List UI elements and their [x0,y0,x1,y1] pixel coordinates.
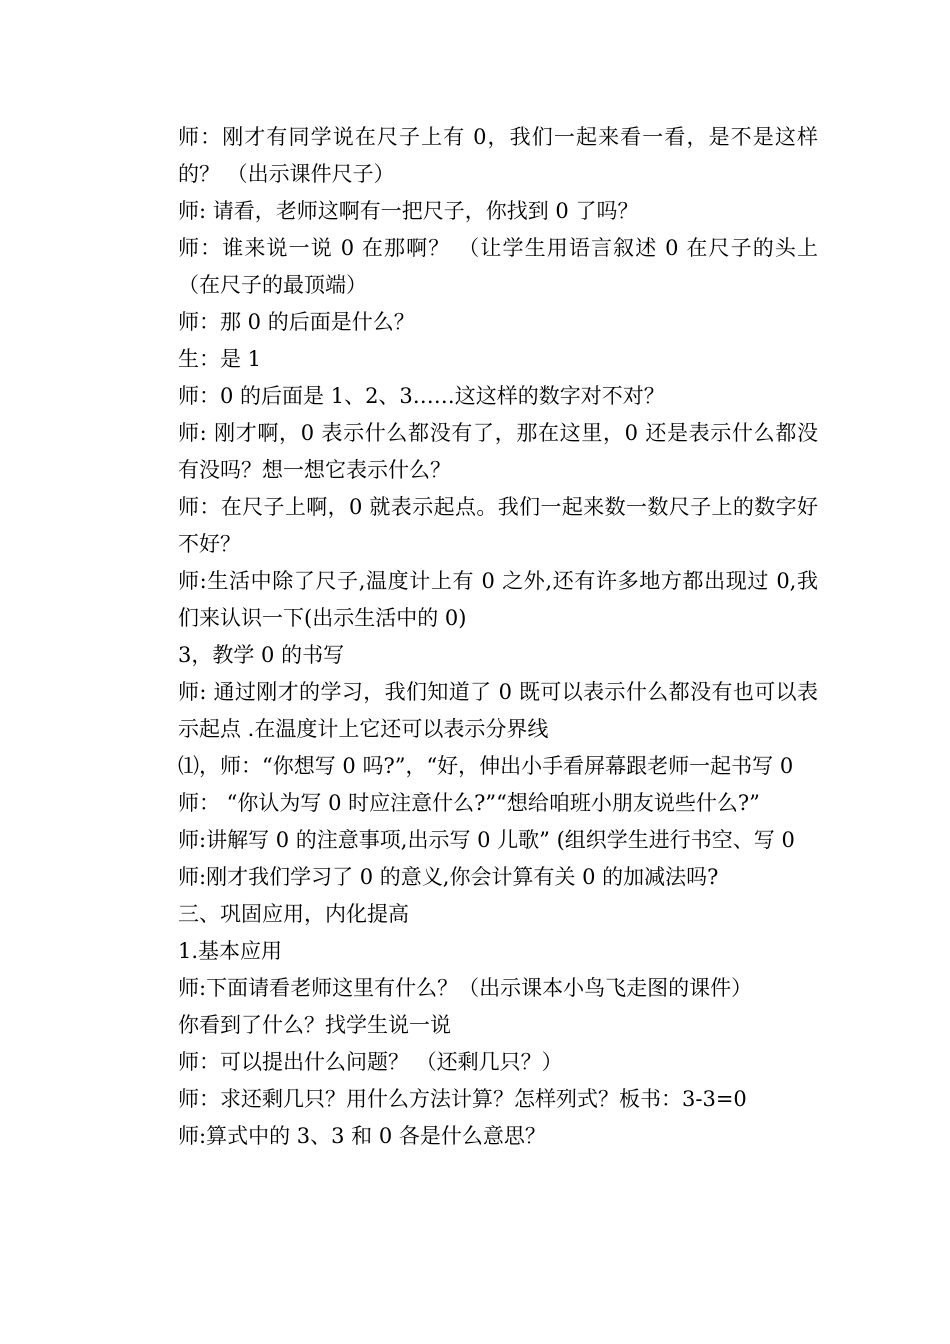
paragraph-starting-point: 师：在尺子上啊，0 就表示起点。我们一起来数一数尺子上的数字好不好？ [178,495,818,556]
paragraph-question: 师：可以提出什么问题？ （还剩几只？） [178,1050,563,1074]
paragraph-equation: 师：求还剩几只？用什么方法计算？怎样列式？板书：3-3=0 [178,1087,747,1111]
paragraph-find-zero: 师: 请看，老师这啊有一把尺子，你找到 0 了吗？ [178,199,639,223]
paragraph-bird-image: 师:下面请看老师这里有什么？（出示课本小鸟飞走图的课件） [178,976,753,1000]
section-heading-consolidation: 三、巩固应用，内化提高 [178,902,409,926]
paragraph-sequence: 师：0 的后面是 1、2、3……这这样的数字对不对？ [178,384,665,408]
paragraph-write-zero: ⑴，师：“你想写 0 吗?”，“好，伸出小手看屏幕跟老师一起书写 0 [178,754,794,778]
paragraph-rhyme: 师:讲解写 0 的注意事项,出示写 0 儿歌” (组织学生进行书空、写 0 [178,828,795,852]
paragraph-after-zero: 师：那 0 的后面是什么？ [178,310,415,334]
section-heading-writing: 3，教学 0 的书写 [178,643,345,667]
paragraph-meaning-numbers: 师:算式中的 3、3 和 0 各是什么意思？ [178,1124,546,1148]
paragraph-where-zero: 师：谁来说一说 0 在那啊？ （让学生用语言叙述 0 在尺子的头上（在尺子的最顶端） [178,236,818,297]
paragraph-summary: 师: 通过刚才的学习，我们知道了 0 既可以表示什么都没有也可以表示起点 .在温度计上它还可以表示分界线 [178,680,818,741]
paragraph-what-see: 你看到了什么？找学生说一说 [178,1013,451,1037]
paragraph-zero-meaning: 师: 刚才啊，0 表示什么都没有了，那在这里，0 还是表示什么都没有没吗？想一想它表示什么？ [178,421,818,482]
paragraph-ruler-intro: 师：刚才有同学说在尺子上有 0，我们一起来看一看，是不是这样的？ （出示课件尺子） [178,125,818,186]
paragraph-student-answer: 生：是 1 [178,347,262,371]
paragraph-addition: 师:刚才我们学习了 0 的意义,你会计算有关 0 的加减法吗? [178,865,719,889]
paragraph-life-zero: 师:生活中除了尺子,温度计上有 0 之外,还有许多地方都出现过 0,我们来认识一下(出示生活中的 0) [178,569,818,630]
paragraph-attention: 师： “你认为写 0 时应注意什么?”“想给咱班小朋友说些什么?” [178,791,760,815]
subsection-heading-basic: 1.基本应用 [178,939,283,963]
document-body [178,119,818,1155]
